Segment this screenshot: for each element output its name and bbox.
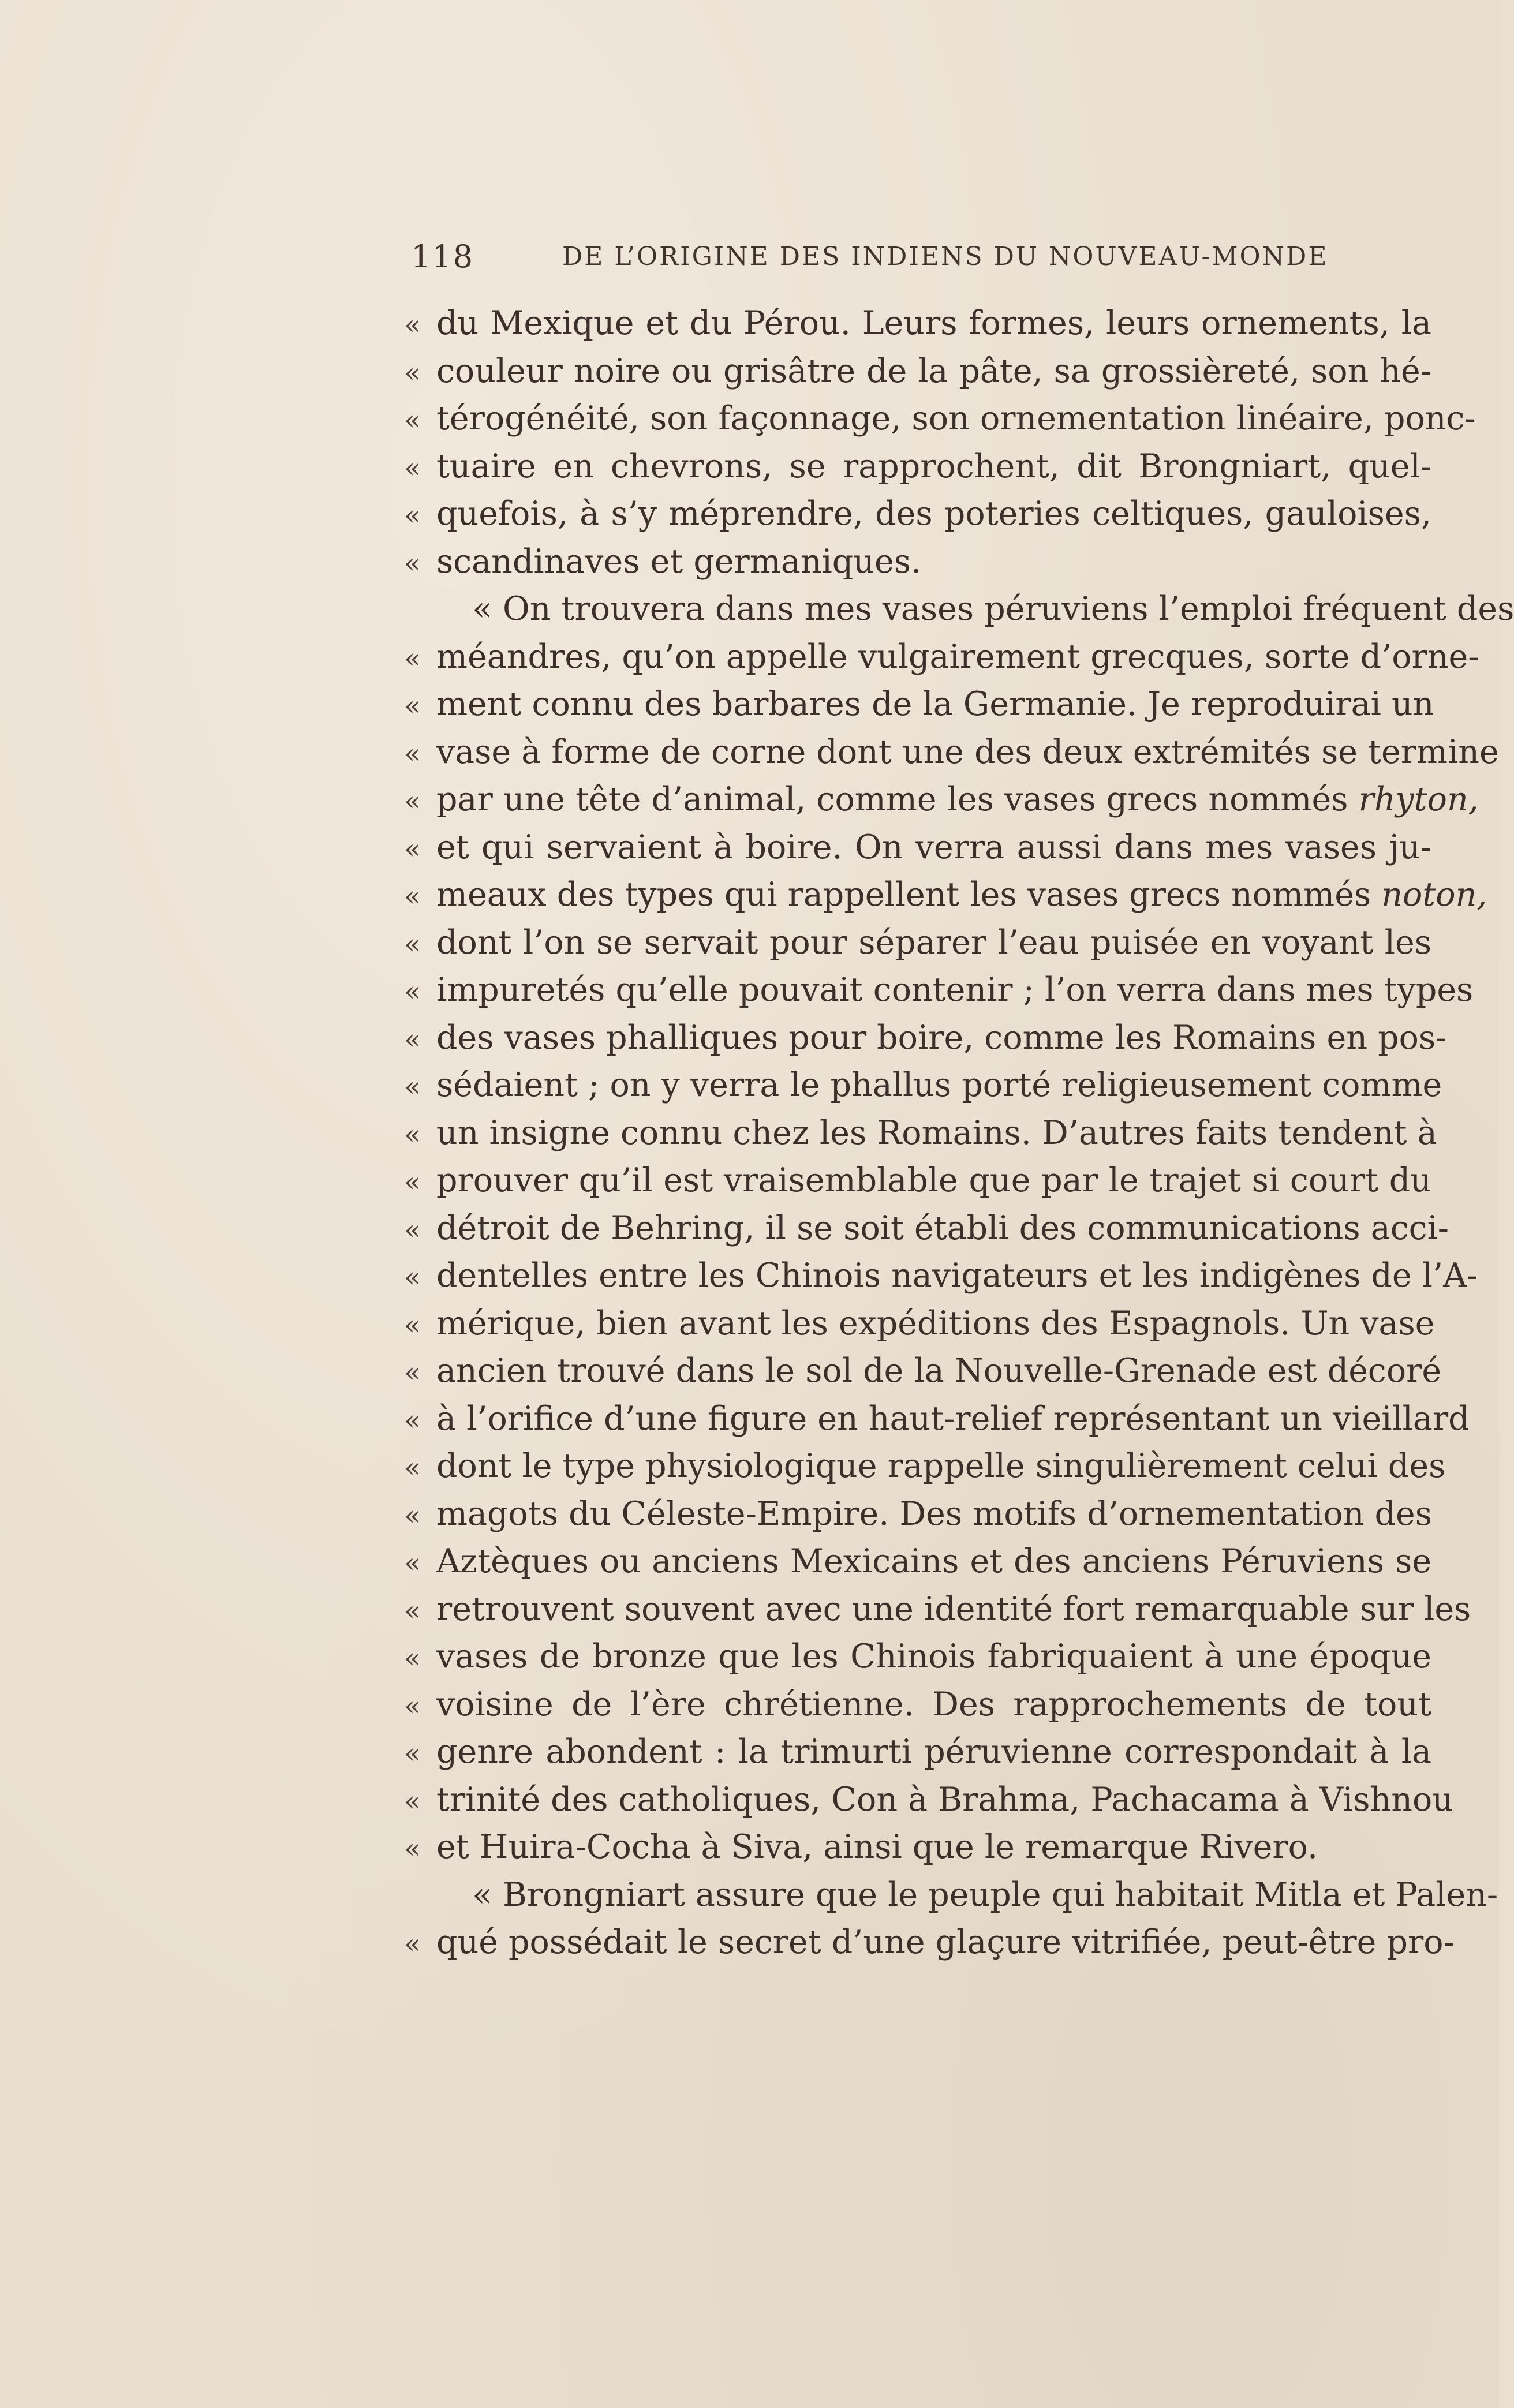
line-text: méandres, qu’on appelle vulgairement grecques, sorte d’orne- <box>436 637 1479 676</box>
text-line <box>404 1728 1431 1776</box>
line-text: « Brongniart assure que le peuple qui habitait Mitla et Palen- <box>472 1875 1498 1914</box>
quote-mark: « <box>404 785 421 817</box>
quote-mark: « <box>404 642 421 675</box>
quote-mark: « <box>404 737 421 770</box>
quote-mark: « <box>404 1689 421 1722</box>
quote-mark: « <box>404 880 421 913</box>
quote-mark: « <box>404 1166 421 1198</box>
quote-mark: « <box>404 499 421 532</box>
text-line <box>404 443 1431 491</box>
line-text: qué possédait le secret d’une glaçure vitrifiée, peut-être pro- <box>436 1923 1455 1961</box>
line-text: un insigne connu chez les Romains. D’autres faits tendent à <box>436 1113 1437 1152</box>
text-line <box>404 347 1431 395</box>
quote-mark: « <box>404 356 421 389</box>
text-line <box>404 1823 1431 1871</box>
line-text: ancien trouvé dans le sol de la Nouvelle-Grenade est décoré <box>436 1352 1442 1390</box>
line-text <box>436 776 1479 824</box>
text-line <box>404 1157 1431 1205</box>
line-text: et qui servaient à boire. On verra aussi dans mes vases ju- <box>436 828 1431 866</box>
text-line <box>404 585 1514 633</box>
quote-mark: « <box>404 1023 421 1056</box>
line-text: Aztèques ou anciens Mexicains et des anciens Péruviens se <box>436 1542 1431 1580</box>
text-line <box>404 1205 1449 1252</box>
text-line <box>404 395 1476 443</box>
line-text: « On trouvera dans mes vases péruviens l’emploi fréquent des <box>472 590 1514 628</box>
quote-mark: « <box>404 1642 421 1674</box>
quote-mark: « <box>404 1213 421 1246</box>
line-text: trinité des catholiques, Con à Brahma, Pachacama à Vishnou <box>436 1780 1453 1819</box>
text-line <box>404 1252 1478 1300</box>
running-head: DE L’ORIGINE DES INDIENS DU NOUVEAU-MONDE <box>562 242 1329 271</box>
quote-mark: « <box>404 1118 421 1151</box>
text-line <box>404 966 1474 1014</box>
text-line <box>404 1014 1447 1062</box>
line-text: quefois, à s’y méprendre, des poteries celtiques, gauloises, <box>436 495 1431 533</box>
line-text: vases de bronze que les Chinois fabriquaient à une époque <box>436 1637 1431 1676</box>
line-text: couleur noire ou grisâtre de la pâte, sa grossièreté, son hé- <box>436 352 1431 390</box>
text-line <box>404 1442 1446 1490</box>
body-text <box>404 300 1514 1966</box>
italic-term: rhyton, <box>1358 780 1479 818</box>
text-line <box>404 824 1431 872</box>
line-text: térogénéité, son façonnage, son ornementation linéaire, ponc- <box>436 399 1476 438</box>
quote-mark: « <box>404 690 421 722</box>
line-text: vase à forme de corne dont une des deux extrémités se termine <box>436 732 1499 771</box>
text-line <box>404 538 1431 586</box>
line-text: scandinaves et germaniques. <box>436 542 922 581</box>
line-text: prouver qu’il est vraisemblable que par le trajet si court du <box>436 1161 1431 1199</box>
text-line <box>404 300 1431 347</box>
quote-mark: « <box>404 1308 421 1341</box>
line-text: magots du Céleste-Empire. Des motifs d’ornementation des <box>436 1494 1433 1533</box>
text-line <box>404 1633 1431 1681</box>
italic-term: noton, <box>1381 876 1487 914</box>
line-text: mérique, bien avant les expéditions des Espagnols. Un vase <box>436 1304 1435 1343</box>
line-text <box>436 871 1487 919</box>
quote-mark: « <box>404 1737 421 1770</box>
quote-mark: « <box>404 1404 421 1437</box>
quote-mark: « <box>404 451 421 484</box>
text-line <box>404 1347 1442 1395</box>
quote-mark: « <box>404 1594 421 1627</box>
quote-mark: « <box>404 832 421 865</box>
line-text: dentelles entre les Chinois navigateurs et les indigènes de l’A- <box>436 1257 1478 1295</box>
line-text: retrouvent souvent avec une identité fort remarquable sur les <box>436 1590 1471 1628</box>
line-text: dont le type physiologique rappelle singulièrement celui des <box>436 1447 1446 1485</box>
text-line <box>404 1061 1442 1109</box>
text-line <box>404 871 1487 919</box>
text-line <box>404 1490 1431 1538</box>
quote-mark: « <box>404 1452 421 1484</box>
page-header <box>411 231 1329 283</box>
line-text: dont l’on se servait pour séparer l’eau puisée en voyant les <box>436 923 1431 962</box>
line-text-roman: par une tête d’animal, comme les vases grecs nommés <box>436 780 1359 818</box>
line-text: ment connu des barbares de la Germanie. Je reproduirai un <box>436 685 1434 723</box>
line-text: des vases phalliques pour boire, comme les Romains en pos- <box>436 1018 1447 1057</box>
text-line <box>404 919 1431 967</box>
text-line <box>404 728 1499 776</box>
line-text: voisine de l’ère chrétienne. Des rapprochements de tout <box>436 1685 1431 1723</box>
line-text: détroit de Behring, il se soit établi des communications acci- <box>436 1209 1449 1247</box>
text-line <box>404 1109 1437 1157</box>
text-line <box>404 680 1434 728</box>
line-text: sédaient ; on y verra le phallus porté religieusement comme <box>436 1066 1442 1104</box>
line-text: genre abondent : la trimurti péruvienne correspondait à la <box>436 1733 1431 1771</box>
quote-mark: « <box>404 1547 421 1579</box>
text-line <box>404 1538 1431 1586</box>
quote-mark: « <box>404 1785 421 1818</box>
quote-mark: « <box>404 309 421 341</box>
text-line <box>404 1395 1470 1443</box>
text-line <box>404 490 1431 538</box>
line-text: impuretés qu’elle pouvait contenir ; l’on verra dans mes types <box>436 971 1474 1009</box>
quote-mark: « <box>404 1833 421 1865</box>
quote-mark: « <box>404 1071 421 1103</box>
text-line <box>404 1681 1431 1729</box>
quote-mark: « <box>404 1928 421 1960</box>
quote-mark: « <box>404 975 421 1008</box>
line-text: à l’orifice d’une figure en haut-relief représentant un vieillard <box>436 1399 1470 1438</box>
line-text: du Mexique et du Pérou. Leurs formes, leurs ornements, la <box>436 304 1431 342</box>
quote-mark: « <box>404 547 421 579</box>
quote-mark: « <box>404 1356 421 1389</box>
quote-mark: « <box>404 1499 421 1532</box>
line-text-roman: meaux des types qui rappellent les vases grecs nommés <box>436 876 1382 914</box>
text-line <box>404 1776 1453 1824</box>
quote-mark: « <box>404 404 421 436</box>
line-text: et Huira-Cocha à Siva, ainsi que le remarque Rivero. <box>436 1828 1318 1866</box>
text-line <box>404 1586 1471 1633</box>
text-line <box>404 1919 1455 1966</box>
text-line <box>404 633 1479 681</box>
quote-mark: « <box>404 928 421 960</box>
quote-mark: « <box>404 1261 421 1293</box>
line-text: tuaire en chevrons, se rapprochent, dit Brongniart, quel- <box>436 447 1431 485</box>
text-line <box>404 1871 1498 1919</box>
page-number: 118 <box>411 238 474 275</box>
text-line <box>404 1300 1435 1348</box>
text-line <box>404 776 1479 824</box>
